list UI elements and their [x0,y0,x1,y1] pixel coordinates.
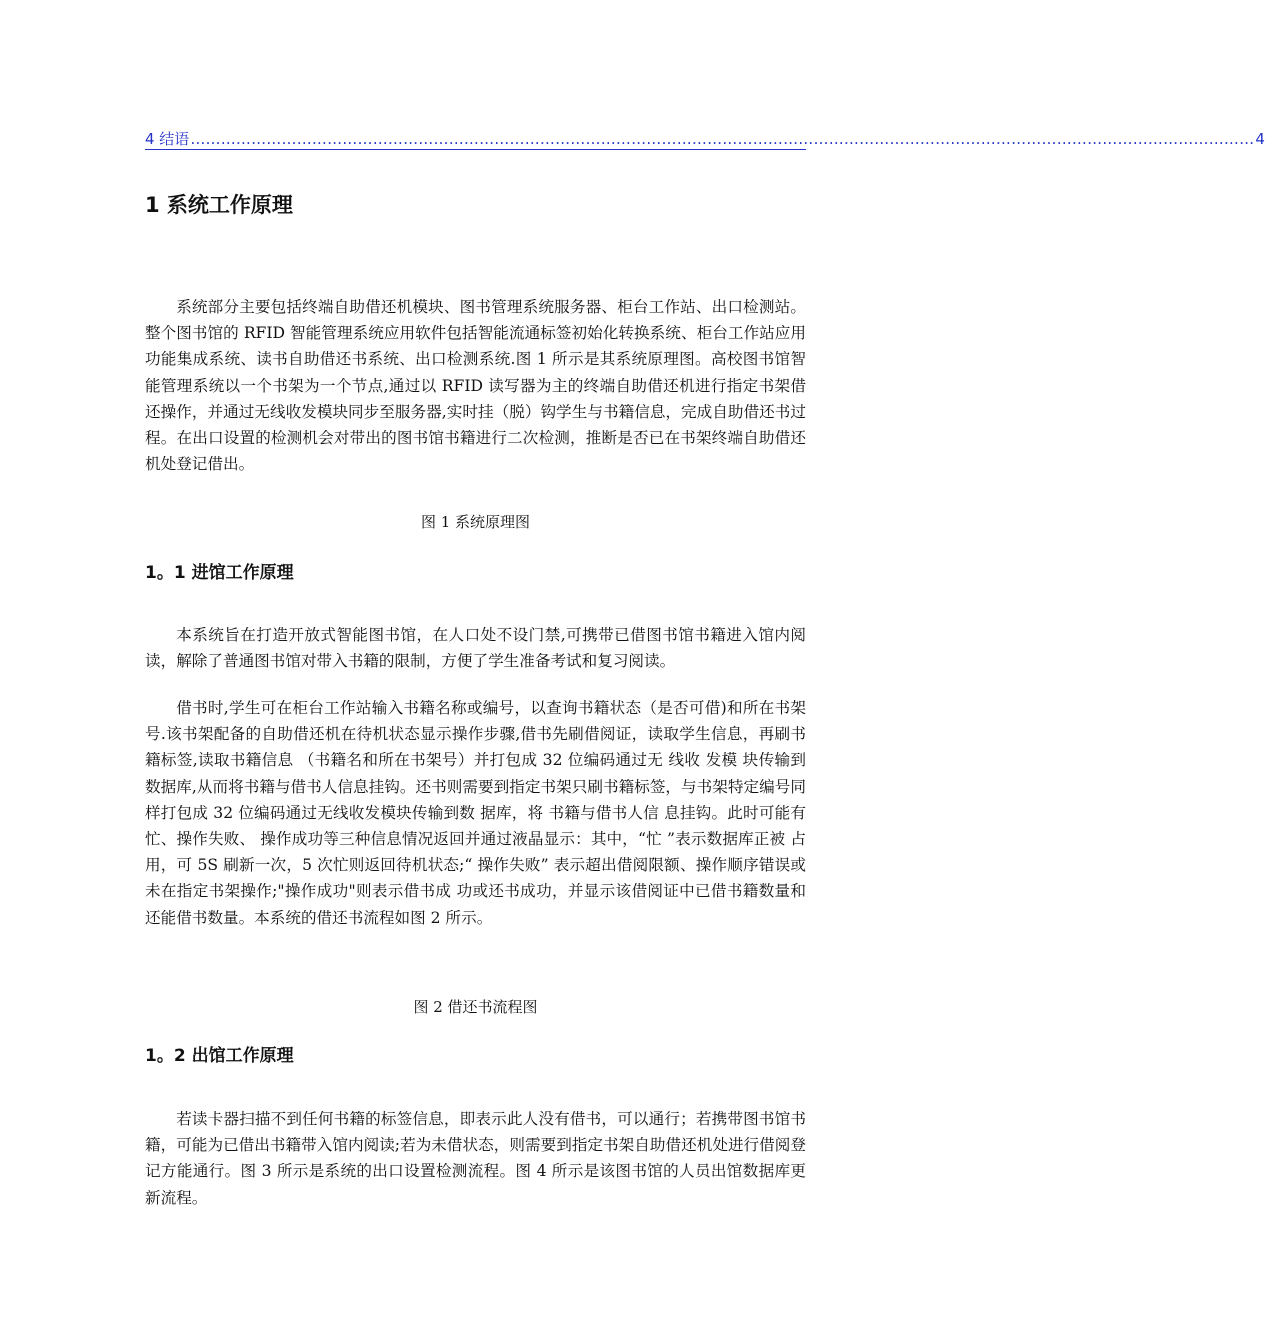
figure-2-caption: 图 2 借还书流程图 [413,998,538,1016]
section-1-2-paragraph: 若读卡器扫描不到任何书籍的标签信息，即表示此人没有借书，可以通行；若携带图书馆书籍，可能为已借出书籍带入馆内阅读;若为未借状态，则需要到指定书架自助借还机处进行借阅登记方能通行。图 3 所示是系统的出口设置检测流程。图 4 所示是该图书馆的人员出馆数据库更新流程。 [145,1110,806,1207]
section-1-1-paragraph-2: 借书时,学生可在柜台工作站输入书籍名称或编号，以查询书籍状态（是否可借)和所在书架号.该书架配备的自助借还机在待机状态显示操作步骤,借书先刷借阅证，读取学生信息，再刷书籍标签,读取书籍信息 （书籍名和所在书架号）并打包成 32 位编码通过无 线收 发模 块传输到数据库,从而将书籍与借书人信息挂钩。还书则需要到指定书架只刷书籍标签，与书架特定编号同样打包成 32 位编码通过无线收发模块传输到数 据库，将 书籍与借书人信 息挂钩。此时可能有忙、操作失败、 操作成功等三种信息情况返回并通过液晶显示：其中，“忙 ”表示数据库正被 占用，可 5S 刷新一次，5 次忙则返回待机状态;“ 操作失败” 表示超出借阅限额、操作顺序错误或未在指定书架操作;"操作成功"则表示借书成 功或还书成功，并显示该借阅证中已借书籍数量和还能借书数量。本系统的借还书流程如图 2 所示。 [145,699,806,927]
figure-1-caption: 图 1 系统原理图 [420,513,531,531]
section-1-paragraph: 系统部分主要包括终端自助借还机模块、图书管理系统服务器、柜台工作站、出口检测站。整个图书馆的 RFID 智能管理系统应用软件包括智能流通标签初始化转换系统、柜台工作站应用功能集成系统、读书自助借还书系统、出口检测系统.图 1 所示是其系统原理图。高校图书馆智能管理系统以一个书架为一个节点,通过以 RFID 读写器为主的终端自助借还机进行指定书架借还操作，并通过无线收发模块同步至服务器,实时挂（脱）钩学生与书籍信息，完成自助借还书过程。在出口设置的检测机会对带出的图书馆书籍进行二次检测，推断是否已在书架终端自助借还机处登记借出。 [145,298,806,474]
toc-link-conclusion[interactable] [145,127,1265,150]
toc-leader: ………………………………………………………………………………………………………………………………………………………………………………………… [190,130,1255,148]
section-heading-1-2: 1。2 出馆工作原理 [145,1046,294,1066]
section-heading-1-1: 1。1 进馆工作原理 [145,563,294,583]
section-heading-1: 1 系统工作原理 [145,193,293,217]
toc-page-number: 4 [1255,130,1265,148]
section-1-1-paragraph-1: 本系统旨在打造开放式智能图书馆，在人口处不设门禁,可携带已借图书馆书籍进入馆内阅读，解除了普通图书馆对带入书籍的限制，方便了学生准备考试和复习阅读。 [145,626,806,671]
toc-label: 4 结语 [145,130,190,148]
